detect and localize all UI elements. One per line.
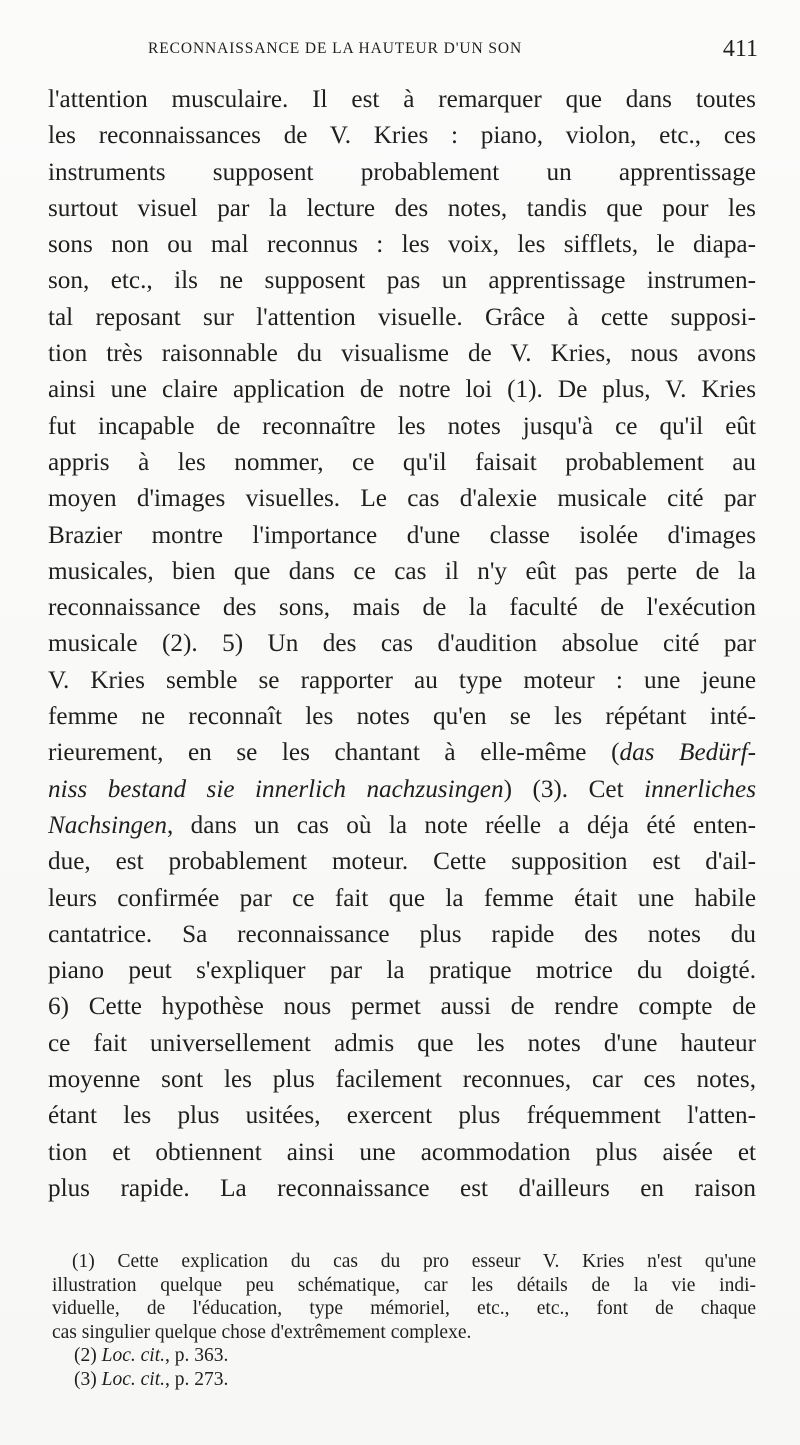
footnote-3 [52,1368,756,1392]
footnote-line: illustration quelque peu schématique, car les détails de la vie indi- [52,1274,756,1296]
text-line: appris à les nommer, ce qu'il faisait probablement au [48,448,756,476]
text-line: due, est probablement moteur. Cette supposition est d'ail- [48,848,756,876]
text-line: sons non ou mal reconnus : les voix, les sifflets, le diapa- [48,231,756,259]
text-line: Brazier montre l'importance d'une classe isolée d'images [48,521,756,549]
footnote-mark: (3) [74,1368,102,1390]
footnote-line: cas singulier quelque chose d'extrêmement complexe. [52,1321,472,1343]
text-line: étant les plus usitées, exercent plus fréquemment l'atten- [48,1102,756,1130]
text-line: 6) Cette hypothèse nous permet aussi de rendre compte de [48,993,756,1021]
text-line: les reconnaissances de V. Kries : piano, violon, etc., ces [48,122,756,150]
footnote-2 [52,1344,756,1368]
body-text [48,82,756,1207]
text-line: l'attention musculaire. Il est à remarquer que dans toutes [48,86,756,113]
text-line: fut incapable de reconnaître les notes jusqu'à ce qu'il eût [48,412,756,440]
text-line-mixed [48,808,756,844]
text-line: V. Kries semble se rapporter au type moteur : une jeune [48,666,756,694]
text-line: surtout visuel par la lecture des notes, tandis que pour les [48,194,756,222]
text-line: son, etc., ils ne supposent pas un apprentissage instrumen- [48,267,756,295]
page-number: 411 [722,36,758,62]
text-segment: , dans un cas où la note réelle a déja été enten- [166,811,756,839]
text-line: moyen d'images visuelles. Le cas d'alexie musicale cité par [48,485,756,513]
text-line: cantatrice. Sa reconnaissance plus rapide des notes du [48,920,756,948]
text-line: moyenne sont les plus facilement reconnues, car ces notes, [48,1066,756,1094]
text-line: musicale (2). 5) Un des cas d'audition absolue cité par [48,630,756,658]
text-line: musicales, bien que dans ce cas il n'y eût pas perte de la [48,557,756,585]
text-line-mixed [48,735,756,771]
running-head [148,36,758,66]
italic-term: innerliches [644,775,756,803]
text-line: instruments supposent probablement un apprentissage [48,158,756,186]
text-line: piano peut s'expliquer par la pratique motrice du doigté. [48,957,756,985]
footnote-page: , p. 363. [165,1345,229,1366]
running-title: RECONNAISSANCE DE LA HAUTEUR D'UN SON [148,40,523,57]
footnote-citation: Loc. cit. [101,1368,165,1390]
text-line: femme ne reconnaît les notes qu'en se les répétant inté- [48,703,756,731]
text-line: tion et obtiennent ainsi une acommodation plus aisée et [48,1138,756,1166]
text-line: plus rapide. La reconnaissance est d'ailleurs en raison [48,1174,756,1202]
text-line: reconnaissance des sons, mais de la faculté de l'exécution [48,594,756,622]
text-line-mixed [48,772,756,808]
text-line: ce fait universellement admis que les notes d'une hauteur [48,1029,756,1057]
text-line: tal reposant sur l'attention visuelle. Grâce à cette supposi- [48,303,756,331]
footnote-mark: (2) [74,1345,102,1366]
italic-quote: niss bestand sie innerlich nachzusingen [48,775,504,803]
text-segment: rieurement, en se les chantant à elle-même ( [48,739,620,767]
italic-term: Nachsingen [48,811,167,839]
text-line: tion très raisonnable du visualisme de V. Kries, nous avons [48,340,756,368]
footnotes [52,1250,756,1391]
text-line: leurs confirmée par ce fait que la femme était une habile [48,884,756,912]
footnote-page: , p. 273. [165,1368,229,1390]
footnote-line: viduelle, de l'éducation, type mémoriel, etc., etc., font de chaque [52,1298,756,1319]
italic-quote: das Bedürf- [619,739,756,767]
text-segment: ) (3). Cet [503,775,645,803]
footnote-line: (1) Cette explication du cas du pro esseur V. Kries n'est qu'une [72,1251,756,1272]
footnote-citation: Loc. cit. [101,1345,165,1366]
text-line: ainsi une claire application de notre loi (1). De plus, V. Kries [48,376,756,404]
